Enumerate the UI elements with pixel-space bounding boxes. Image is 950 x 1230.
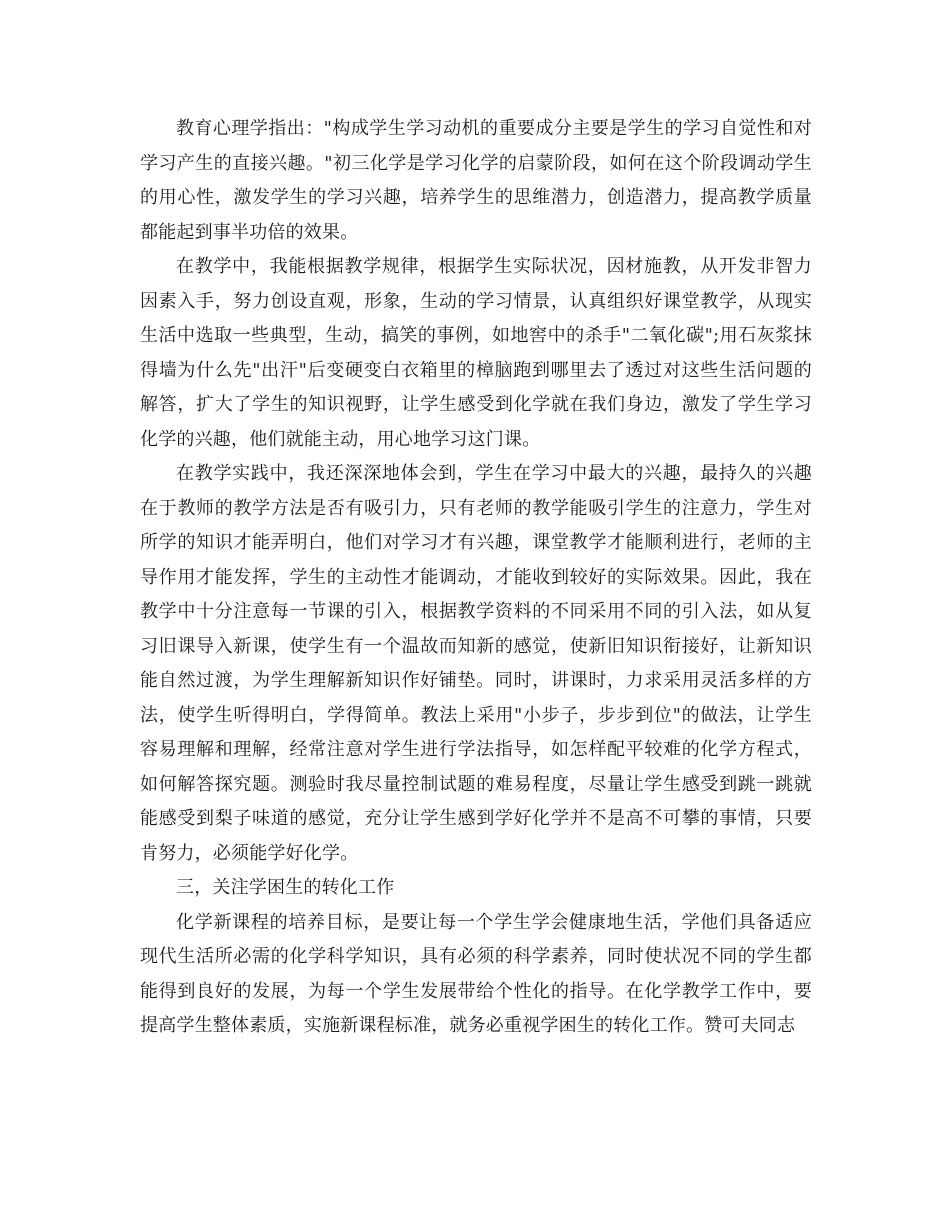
paragraph-motivation: 教育心理学指出："构成学生学习动机的重要成分主要是学生的学习自觉性和对学习产生的直接兴趣。"初三化学是学习化学的启蒙阶段，如何在这个阶段调动学生的用心性，激发学生的学习兴趣，培养学生的思维潜力，创造潜力，提高教学质量都能起到事半功倍的效果。 bbox=[140, 118, 812, 243]
paragraph-struggling-students: 化学新课程的培养目标，是要让每一个学生学会健康地生活，学他们具备适应现代生活所必需的化学科学知识，具有必须的科学素养，同时使状况不同的学生都能得到良好的发展，为每一个学生发展带给个性化的指导。在化学教学工作中，要提高学生整体素质，实施新课程标准，就务必重视学困生的转化工作。赞可夫同志 bbox=[140, 911, 812, 1036]
paragraph-teaching-examples: 在教学中，我能根据教学规律，根据学生实际状况，因材施教，从开发非智力因素入手，努力创设直观，形象，生动的学习情景，认真组织好课堂教学，从现实生活中选取一些典型，生动，搞笑的事例，如地窖中的杀手"二氧化碳";用石灰浆抹得墙为什么先"出汗"后变硬变白衣箱里的樟脑跑到哪里去了透过对这些生活问题的解答，扩大了学生的知识视野，让学生感受到化学就在我们身边，激发了学生学习化学的兴趣，他们就能主动，用心地学习这门课。 bbox=[140, 256, 812, 450]
document-body bbox=[140, 112, 812, 1044]
section-heading: 三，关注学困生的转化工作 bbox=[176, 877, 395, 898]
paragraph-teaching-methods: 在教学实践中，我还深深地体会到，学生在学习中最大的兴趣，最持久的兴趣在于教师的教学方法是否有吸引力，只有老师的教学能吸引学生的注意力，学生对所学的知识才能弄明白，他们对学习才有兴趣，课堂教学才能顺利进行，老师的主导作用才能发挥，学生的主动性才能调动，才能收到较好的实际效果。因此，我在教学中十分注意每一节课的引入，根据教学资料的不同采用不同的引入法，如从复习旧课导入新课，使学生有一个温故而知新的感觉，使新旧知识衔接好，让新知识能自然过渡，为学生理解新知识作好铺垫。同时，讲课时，力求采用灵活多样的方法，使学生听得明白，学得简单。教法上采用"小步子，步步到位"的做法，让学生容易理解和理解，经常注意对学生进行学法指导，如怎样配平较难的化学方程式，如何解答探究题。测验时我尽量控制试题的难易程度，尽量让学生感受到跳一跳就能感受到梨子味道的感觉，充分让学生感到学好化学并不是高不可攀的事情，只要肯努力，必须能学好化学。 bbox=[140, 463, 812, 864]
